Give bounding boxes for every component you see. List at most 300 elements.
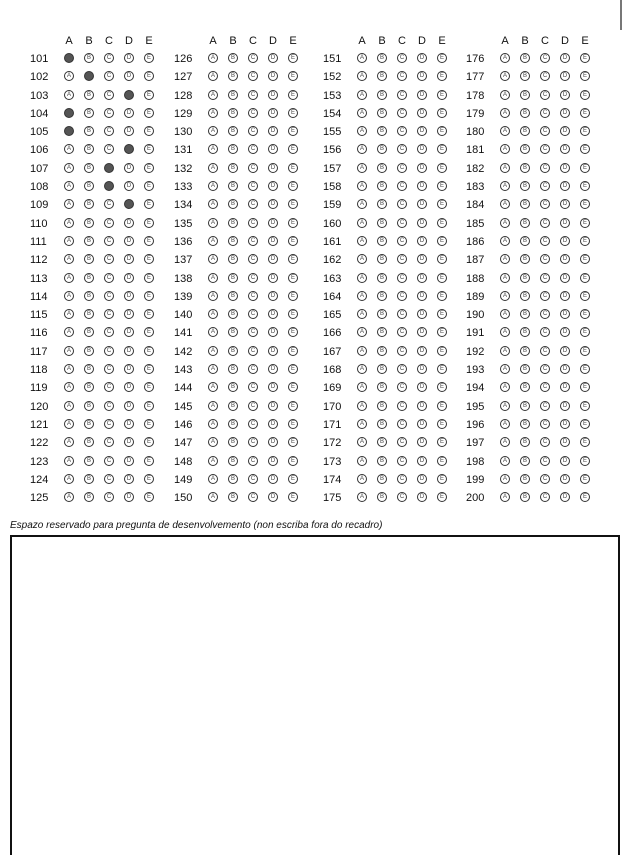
answer-bubble-e[interactable]: E bbox=[144, 108, 154, 118]
answer-bubble-a[interactable]: A bbox=[357, 309, 367, 319]
answer-bubble-b[interactable]: B bbox=[520, 254, 530, 264]
answer-bubble-c[interactable]: C bbox=[397, 163, 407, 173]
answer-bubble-c[interactable]: C bbox=[248, 309, 258, 319]
answer-bubble-b[interactable]: B bbox=[228, 126, 238, 136]
answer-bubble-b[interactable]: B bbox=[228, 437, 238, 447]
answer-bubble-e[interactable]: E bbox=[288, 90, 298, 100]
answer-bubble-e[interactable]: E bbox=[144, 456, 154, 466]
answer-bubble-a[interactable]: A bbox=[500, 273, 510, 283]
answer-bubble-c[interactable]: C bbox=[540, 53, 550, 63]
answer-bubble-c[interactable]: C bbox=[248, 382, 258, 392]
answer-bubble-c[interactable]: C bbox=[248, 346, 258, 356]
answer-bubble-e[interactable]: E bbox=[288, 456, 298, 466]
answer-bubble-d[interactable]: D bbox=[268, 492, 278, 502]
answer-bubble-d[interactable]: D bbox=[268, 382, 278, 392]
answer-bubble-e[interactable]: E bbox=[144, 382, 154, 392]
answer-bubble-a[interactable]: A bbox=[208, 364, 218, 374]
answer-bubble-b[interactable]: B bbox=[520, 346, 530, 356]
answer-bubble-e[interactable]: E bbox=[288, 181, 298, 191]
answer-bubble-c[interactable]: C bbox=[104, 437, 114, 447]
answer-bubble-c[interactable]: C bbox=[397, 144, 407, 154]
answer-bubble-e[interactable]: E bbox=[288, 401, 298, 411]
answer-bubble-d[interactable]: D bbox=[124, 71, 134, 81]
answer-bubble-b[interactable]: B bbox=[377, 181, 387, 191]
answer-bubble-a[interactable]: A bbox=[208, 126, 218, 136]
answer-bubble-b[interactable]: B bbox=[84, 419, 94, 429]
answer-bubble-b[interactable]: B bbox=[377, 437, 387, 447]
answer-bubble-b[interactable]: B bbox=[84, 199, 94, 209]
answer-bubble-c[interactable]: C bbox=[248, 218, 258, 228]
answer-bubble-b[interactable]: B bbox=[228, 218, 238, 228]
answer-bubble-c[interactable]: C bbox=[104, 71, 114, 81]
answer-bubble-c[interactable]: C bbox=[540, 90, 550, 100]
answer-bubble-a[interactable]: A bbox=[357, 474, 367, 484]
answer-bubble-d[interactable]: D bbox=[124, 108, 134, 118]
answer-bubble-d[interactable]: D bbox=[124, 181, 134, 191]
answer-bubble-d[interactable]: D bbox=[560, 327, 570, 337]
answer-bubble-e[interactable]: E bbox=[288, 492, 298, 502]
answer-bubble-b[interactable]: B bbox=[377, 218, 387, 228]
answer-bubble-c[interactable]: C bbox=[540, 492, 550, 502]
answer-bubble-b[interactable]: B bbox=[520, 53, 530, 63]
answer-bubble-b[interactable]: B bbox=[84, 254, 94, 264]
answer-bubble-a[interactable]: A bbox=[208, 291, 218, 301]
answer-bubble-b[interactable]: B bbox=[84, 90, 94, 100]
answer-bubble-d[interactable]: D bbox=[268, 291, 278, 301]
answer-bubble-c[interactable]: C bbox=[248, 456, 258, 466]
answer-bubble-a[interactable]: A bbox=[357, 401, 367, 411]
answer-bubble-a[interactable]: A bbox=[208, 309, 218, 319]
answer-bubble-a[interactable]: A bbox=[64, 401, 74, 411]
answer-bubble-e[interactable]: E bbox=[580, 126, 590, 136]
answer-bubble-a[interactable]: A bbox=[64, 144, 74, 154]
answer-bubble-b[interactable]: B bbox=[84, 492, 94, 502]
answer-bubble-d[interactable]: D bbox=[124, 456, 134, 466]
answer-bubble-b[interactable]: B bbox=[84, 437, 94, 447]
answer-bubble-e[interactable]: E bbox=[437, 254, 447, 264]
answer-bubble-b[interactable]: B bbox=[377, 346, 387, 356]
answer-bubble-a[interactable]: A bbox=[500, 126, 510, 136]
answer-bubble-e[interactable]: E bbox=[144, 474, 154, 484]
answer-bubble-c[interactable]: C bbox=[540, 273, 550, 283]
answer-bubble-c[interactable]: C bbox=[248, 144, 258, 154]
answer-bubble-a[interactable]: A bbox=[64, 108, 74, 118]
answer-bubble-d[interactable]: D bbox=[124, 236, 134, 246]
answer-bubble-e[interactable]: E bbox=[580, 163, 590, 173]
answer-bubble-e[interactable]: E bbox=[580, 474, 590, 484]
answer-bubble-d[interactable]: D bbox=[417, 364, 427, 374]
answer-bubble-a[interactable]: A bbox=[208, 53, 218, 63]
answer-bubble-d[interactable]: D bbox=[417, 144, 427, 154]
answer-bubble-c[interactable]: C bbox=[104, 273, 114, 283]
answer-bubble-e[interactable]: E bbox=[437, 236, 447, 246]
answer-bubble-b[interactable]: B bbox=[520, 236, 530, 246]
answer-bubble-b[interactable]: B bbox=[84, 364, 94, 374]
answer-bubble-e[interactable]: E bbox=[288, 163, 298, 173]
answer-bubble-c[interactable]: C bbox=[104, 218, 114, 228]
answer-bubble-e[interactable]: E bbox=[437, 53, 447, 63]
answer-bubble-a[interactable]: A bbox=[500, 144, 510, 154]
answer-bubble-a[interactable]: A bbox=[208, 163, 218, 173]
answer-bubble-e[interactable]: E bbox=[437, 144, 447, 154]
answer-bubble-d[interactable]: D bbox=[417, 382, 427, 392]
answer-bubble-b[interactable]: B bbox=[84, 163, 94, 173]
answer-bubble-e[interactable]: E bbox=[288, 71, 298, 81]
answer-bubble-e[interactable]: E bbox=[288, 327, 298, 337]
answer-bubble-d[interactable]: D bbox=[417, 108, 427, 118]
answer-bubble-d[interactable]: D bbox=[417, 126, 427, 136]
answer-bubble-a[interactable]: A bbox=[500, 437, 510, 447]
answer-bubble-a[interactable]: A bbox=[208, 346, 218, 356]
answer-bubble-d[interactable]: D bbox=[124, 401, 134, 411]
answer-bubble-d[interactable]: D bbox=[268, 144, 278, 154]
answer-bubble-e[interactable]: E bbox=[437, 309, 447, 319]
answer-bubble-d[interactable]: D bbox=[417, 199, 427, 209]
answer-bubble-e[interactable]: E bbox=[437, 291, 447, 301]
answer-bubble-b[interactable]: B bbox=[84, 474, 94, 484]
answer-bubble-c[interactable]: C bbox=[248, 181, 258, 191]
answer-bubble-b[interactable]: B bbox=[84, 291, 94, 301]
answer-bubble-e[interactable]: E bbox=[437, 492, 447, 502]
answer-bubble-e[interactable]: E bbox=[144, 364, 154, 374]
answer-bubble-b[interactable]: B bbox=[228, 382, 238, 392]
answer-bubble-e[interactable]: E bbox=[288, 236, 298, 246]
answer-bubble-c[interactable]: C bbox=[397, 236, 407, 246]
answer-bubble-c[interactable]: C bbox=[104, 419, 114, 429]
answer-bubble-a[interactable]: A bbox=[500, 199, 510, 209]
answer-bubble-b[interactable]: B bbox=[228, 291, 238, 301]
answer-bubble-c[interactable]: C bbox=[540, 437, 550, 447]
answer-bubble-a[interactable]: A bbox=[357, 273, 367, 283]
answer-bubble-c[interactable]: C bbox=[397, 218, 407, 228]
answer-bubble-d[interactable]: D bbox=[560, 163, 570, 173]
answer-bubble-b[interactable]: B bbox=[377, 126, 387, 136]
answer-bubble-a[interactable]: A bbox=[357, 90, 367, 100]
answer-bubble-c[interactable]: C bbox=[248, 492, 258, 502]
answer-bubble-b[interactable]: B bbox=[228, 492, 238, 502]
answer-bubble-d[interactable]: D bbox=[268, 364, 278, 374]
answer-bubble-c[interactable]: C bbox=[248, 273, 258, 283]
answer-bubble-a[interactable]: A bbox=[357, 236, 367, 246]
answer-bubble-c[interactable]: C bbox=[248, 437, 258, 447]
answer-bubble-a[interactable]: A bbox=[357, 291, 367, 301]
answer-bubble-b[interactable]: B bbox=[377, 144, 387, 154]
answer-bubble-a[interactable]: A bbox=[64, 126, 74, 136]
answer-bubble-e[interactable]: E bbox=[288, 437, 298, 447]
answer-bubble-b[interactable]: B bbox=[84, 108, 94, 118]
answer-bubble-e[interactable]: E bbox=[437, 71, 447, 81]
answer-bubble-c[interactable]: C bbox=[540, 254, 550, 264]
answer-bubble-c[interactable]: C bbox=[104, 163, 114, 173]
answer-bubble-a[interactable]: A bbox=[500, 218, 510, 228]
answer-bubble-e[interactable]: E bbox=[288, 474, 298, 484]
answer-bubble-d[interactable]: D bbox=[124, 291, 134, 301]
answer-bubble-a[interactable]: A bbox=[208, 401, 218, 411]
answer-bubble-e[interactable]: E bbox=[580, 199, 590, 209]
answer-bubble-b[interactable]: B bbox=[520, 218, 530, 228]
answer-bubble-d[interactable]: D bbox=[268, 71, 278, 81]
answer-bubble-e[interactable]: E bbox=[580, 419, 590, 429]
answer-bubble-b[interactable]: B bbox=[84, 346, 94, 356]
answer-bubble-b[interactable]: B bbox=[228, 401, 238, 411]
answer-bubble-d[interactable]: D bbox=[560, 236, 570, 246]
answer-bubble-a[interactable]: A bbox=[208, 254, 218, 264]
answer-bubble-a[interactable]: A bbox=[64, 327, 74, 337]
answer-bubble-b[interactable]: B bbox=[520, 108, 530, 118]
answer-bubble-b[interactable]: B bbox=[520, 456, 530, 466]
answer-bubble-c[interactable]: C bbox=[397, 474, 407, 484]
answer-bubble-c[interactable]: C bbox=[397, 456, 407, 466]
answer-bubble-d[interactable]: D bbox=[268, 90, 278, 100]
answer-bubble-b[interactable]: B bbox=[84, 327, 94, 337]
answer-bubble-c[interactable]: C bbox=[397, 437, 407, 447]
answer-bubble-a[interactable]: A bbox=[500, 108, 510, 118]
answer-bubble-d[interactable]: D bbox=[417, 437, 427, 447]
answer-bubble-e[interactable]: E bbox=[144, 273, 154, 283]
answer-bubble-a[interactable]: A bbox=[64, 364, 74, 374]
answer-bubble-c[interactable]: C bbox=[248, 401, 258, 411]
answer-bubble-a[interactable]: A bbox=[64, 382, 74, 392]
answer-bubble-a[interactable]: A bbox=[64, 53, 74, 63]
answer-bubble-e[interactable]: E bbox=[437, 327, 447, 337]
answer-bubble-e[interactable]: E bbox=[288, 254, 298, 264]
answer-bubble-b[interactable]: B bbox=[520, 419, 530, 429]
answer-bubble-c[interactable]: C bbox=[540, 108, 550, 118]
answer-bubble-b[interactable]: B bbox=[377, 309, 387, 319]
answer-bubble-d[interactable]: D bbox=[560, 346, 570, 356]
answer-bubble-a[interactable]: A bbox=[208, 90, 218, 100]
answer-bubble-a[interactable]: A bbox=[357, 492, 367, 502]
answer-bubble-a[interactable]: A bbox=[500, 254, 510, 264]
answer-bubble-b[interactable]: B bbox=[520, 382, 530, 392]
answer-bubble-d[interactable]: D bbox=[124, 254, 134, 264]
answer-bubble-c[interactable]: C bbox=[540, 419, 550, 429]
answer-bubble-e[interactable]: E bbox=[580, 144, 590, 154]
answer-bubble-d[interactable]: D bbox=[124, 364, 134, 374]
answer-bubble-a[interactable]: A bbox=[64, 437, 74, 447]
answer-bubble-a[interactable]: A bbox=[357, 199, 367, 209]
answer-bubble-a[interactable]: A bbox=[500, 382, 510, 392]
answer-bubble-a[interactable]: A bbox=[500, 309, 510, 319]
answer-bubble-b[interactable]: B bbox=[377, 53, 387, 63]
answer-bubble-e[interactable]: E bbox=[437, 126, 447, 136]
answer-bubble-b[interactable]: B bbox=[228, 456, 238, 466]
answer-bubble-e[interactable]: E bbox=[288, 382, 298, 392]
answer-bubble-c[interactable]: C bbox=[248, 291, 258, 301]
answer-bubble-a[interactable]: A bbox=[208, 327, 218, 337]
answer-bubble-b[interactable]: B bbox=[228, 144, 238, 154]
answer-bubble-c[interactable]: C bbox=[248, 419, 258, 429]
answer-bubble-b[interactable]: B bbox=[84, 144, 94, 154]
answer-bubble-c[interactable]: C bbox=[397, 90, 407, 100]
answer-bubble-a[interactable]: A bbox=[500, 181, 510, 191]
answer-bubble-a[interactable]: A bbox=[500, 492, 510, 502]
answer-bubble-a[interactable]: A bbox=[208, 181, 218, 191]
answer-bubble-e[interactable]: E bbox=[288, 144, 298, 154]
answer-bubble-d[interactable]: D bbox=[417, 456, 427, 466]
answer-bubble-e[interactable]: E bbox=[288, 126, 298, 136]
answer-bubble-b[interactable]: B bbox=[520, 327, 530, 337]
answer-bubble-d[interactable]: D bbox=[560, 108, 570, 118]
answer-bubble-e[interactable]: E bbox=[288, 346, 298, 356]
answer-bubble-d[interactable]: D bbox=[124, 163, 134, 173]
answer-bubble-c[interactable]: C bbox=[104, 291, 114, 301]
answer-bubble-e[interactable]: E bbox=[288, 218, 298, 228]
answer-bubble-d[interactable]: D bbox=[124, 437, 134, 447]
answer-bubble-b[interactable]: B bbox=[377, 419, 387, 429]
answer-bubble-d[interactable]: D bbox=[268, 236, 278, 246]
answer-bubble-d[interactable]: D bbox=[560, 456, 570, 466]
answer-bubble-d[interactable]: D bbox=[124, 126, 134, 136]
answer-bubble-c[interactable]: C bbox=[397, 291, 407, 301]
answer-bubble-d[interactable]: D bbox=[124, 474, 134, 484]
answer-bubble-d[interactable]: D bbox=[417, 218, 427, 228]
answer-bubble-e[interactable]: E bbox=[580, 71, 590, 81]
answer-bubble-b[interactable]: B bbox=[520, 273, 530, 283]
answer-bubble-a[interactable]: A bbox=[64, 199, 74, 209]
answer-bubble-c[interactable]: C bbox=[540, 199, 550, 209]
answer-bubble-b[interactable]: B bbox=[228, 254, 238, 264]
answer-bubble-a[interactable]: A bbox=[500, 90, 510, 100]
answer-bubble-c[interactable]: C bbox=[540, 346, 550, 356]
answer-bubble-e[interactable]: E bbox=[144, 181, 154, 191]
answer-bubble-a[interactable]: A bbox=[357, 254, 367, 264]
answer-bubble-c[interactable]: C bbox=[397, 419, 407, 429]
answer-bubble-a[interactable]: A bbox=[500, 53, 510, 63]
answer-bubble-c[interactable]: C bbox=[397, 309, 407, 319]
answer-bubble-c[interactable]: C bbox=[540, 163, 550, 173]
answer-bubble-c[interactable]: C bbox=[104, 144, 114, 154]
answer-bubble-d[interactable]: D bbox=[124, 419, 134, 429]
answer-bubble-d[interactable]: D bbox=[268, 456, 278, 466]
answer-bubble-e[interactable]: E bbox=[580, 108, 590, 118]
answer-bubble-b[interactable]: B bbox=[228, 419, 238, 429]
answer-bubble-e[interactable]: E bbox=[580, 346, 590, 356]
answer-bubble-a[interactable]: A bbox=[208, 199, 218, 209]
answer-bubble-d[interactable]: D bbox=[268, 401, 278, 411]
answer-bubble-d[interactable]: D bbox=[560, 474, 570, 484]
answer-bubble-c[interactable]: C bbox=[540, 401, 550, 411]
answer-bubble-d[interactable]: D bbox=[268, 419, 278, 429]
answer-bubble-c[interactable]: C bbox=[104, 456, 114, 466]
answer-bubble-a[interactable]: A bbox=[500, 236, 510, 246]
answer-bubble-c[interactable]: C bbox=[248, 126, 258, 136]
answer-bubble-a[interactable]: A bbox=[208, 474, 218, 484]
answer-bubble-a[interactable]: A bbox=[208, 456, 218, 466]
answer-bubble-b[interactable]: B bbox=[520, 199, 530, 209]
answer-bubble-c[interactable]: C bbox=[397, 126, 407, 136]
answer-bubble-c[interactable]: C bbox=[248, 71, 258, 81]
answer-bubble-e[interactable]: E bbox=[144, 327, 154, 337]
answer-bubble-a[interactable]: A bbox=[357, 437, 367, 447]
answer-bubble-e[interactable]: E bbox=[288, 364, 298, 374]
answer-bubble-e[interactable]: E bbox=[580, 53, 590, 63]
answer-bubble-c[interactable]: C bbox=[248, 364, 258, 374]
answer-bubble-e[interactable]: E bbox=[437, 401, 447, 411]
answer-bubble-b[interactable]: B bbox=[377, 382, 387, 392]
answer-bubble-a[interactable]: A bbox=[208, 218, 218, 228]
answer-bubble-c[interactable]: C bbox=[104, 126, 114, 136]
answer-bubble-d[interactable]: D bbox=[268, 273, 278, 283]
answer-bubble-a[interactable]: A bbox=[208, 419, 218, 429]
answer-bubble-a[interactable]: A bbox=[500, 163, 510, 173]
answer-bubble-d[interactable]: D bbox=[417, 309, 427, 319]
answer-bubble-b[interactable]: B bbox=[228, 53, 238, 63]
answer-bubble-b[interactable]: B bbox=[377, 492, 387, 502]
answer-bubble-a[interactable]: A bbox=[357, 327, 367, 337]
answer-bubble-a[interactable]: A bbox=[357, 456, 367, 466]
answer-bubble-a[interactable]: A bbox=[208, 437, 218, 447]
answer-bubble-c[interactable]: C bbox=[104, 346, 114, 356]
answer-bubble-d[interactable]: D bbox=[268, 53, 278, 63]
answer-bubble-d[interactable]: D bbox=[124, 199, 134, 209]
answer-bubble-e[interactable]: E bbox=[437, 163, 447, 173]
answer-bubble-e[interactable]: E bbox=[580, 437, 590, 447]
answer-bubble-d[interactable]: D bbox=[560, 419, 570, 429]
answer-bubble-e[interactable]: E bbox=[437, 218, 447, 228]
answer-bubble-d[interactable]: D bbox=[268, 181, 278, 191]
answer-bubble-c[interactable]: C bbox=[248, 163, 258, 173]
answer-bubble-d[interactable]: D bbox=[268, 327, 278, 337]
answer-bubble-b[interactable]: B bbox=[520, 163, 530, 173]
answer-bubble-c[interactable]: C bbox=[397, 71, 407, 81]
answer-bubble-a[interactable]: A bbox=[64, 346, 74, 356]
answer-bubble-d[interactable]: D bbox=[417, 236, 427, 246]
answer-bubble-e[interactable]: E bbox=[288, 291, 298, 301]
answer-bubble-a[interactable]: A bbox=[500, 419, 510, 429]
answer-bubble-b[interactable]: B bbox=[520, 144, 530, 154]
answer-bubble-c[interactable]: C bbox=[248, 90, 258, 100]
answer-bubble-d[interactable]: D bbox=[417, 53, 427, 63]
answer-bubble-e[interactable]: E bbox=[144, 401, 154, 411]
answer-bubble-e[interactable]: E bbox=[437, 364, 447, 374]
answer-bubble-a[interactable]: A bbox=[357, 346, 367, 356]
answer-bubble-c[interactable]: C bbox=[248, 53, 258, 63]
answer-bubble-b[interactable]: B bbox=[520, 492, 530, 502]
answer-bubble-c[interactable]: C bbox=[397, 382, 407, 392]
answer-bubble-b[interactable]: B bbox=[377, 273, 387, 283]
answer-bubble-a[interactable]: A bbox=[208, 144, 218, 154]
answer-bubble-b[interactable]: B bbox=[520, 291, 530, 301]
answer-bubble-e[interactable]: E bbox=[288, 419, 298, 429]
answer-bubble-b[interactable]: B bbox=[84, 382, 94, 392]
answer-bubble-c[interactable]: C bbox=[397, 273, 407, 283]
answer-bubble-e[interactable]: E bbox=[144, 218, 154, 228]
answer-bubble-a[interactable]: A bbox=[357, 419, 367, 429]
answer-bubble-d[interactable]: D bbox=[560, 291, 570, 301]
answer-bubble-c[interactable]: C bbox=[397, 346, 407, 356]
answer-bubble-d[interactable]: D bbox=[124, 218, 134, 228]
answer-bubble-c[interactable]: C bbox=[104, 364, 114, 374]
answer-bubble-b[interactable]: B bbox=[84, 126, 94, 136]
answer-bubble-d[interactable]: D bbox=[268, 437, 278, 447]
answer-bubble-c[interactable]: C bbox=[397, 401, 407, 411]
answer-bubble-b[interactable]: B bbox=[377, 254, 387, 264]
answer-bubble-c[interactable]: C bbox=[104, 309, 114, 319]
answer-bubble-c[interactable]: C bbox=[104, 382, 114, 392]
answer-bubble-a[interactable]: A bbox=[208, 273, 218, 283]
answer-bubble-c[interactable]: C bbox=[397, 53, 407, 63]
answer-bubble-a[interactable]: A bbox=[357, 144, 367, 154]
answer-bubble-d[interactable]: D bbox=[417, 90, 427, 100]
answer-bubble-c[interactable]: C bbox=[397, 199, 407, 209]
answer-bubble-a[interactable]: A bbox=[500, 474, 510, 484]
answer-bubble-c[interactable]: C bbox=[397, 181, 407, 191]
answer-bubble-b[interactable]: B bbox=[377, 163, 387, 173]
answer-bubble-e[interactable]: E bbox=[288, 273, 298, 283]
answer-bubble-b[interactable]: B bbox=[84, 401, 94, 411]
answer-bubble-c[interactable]: C bbox=[104, 254, 114, 264]
